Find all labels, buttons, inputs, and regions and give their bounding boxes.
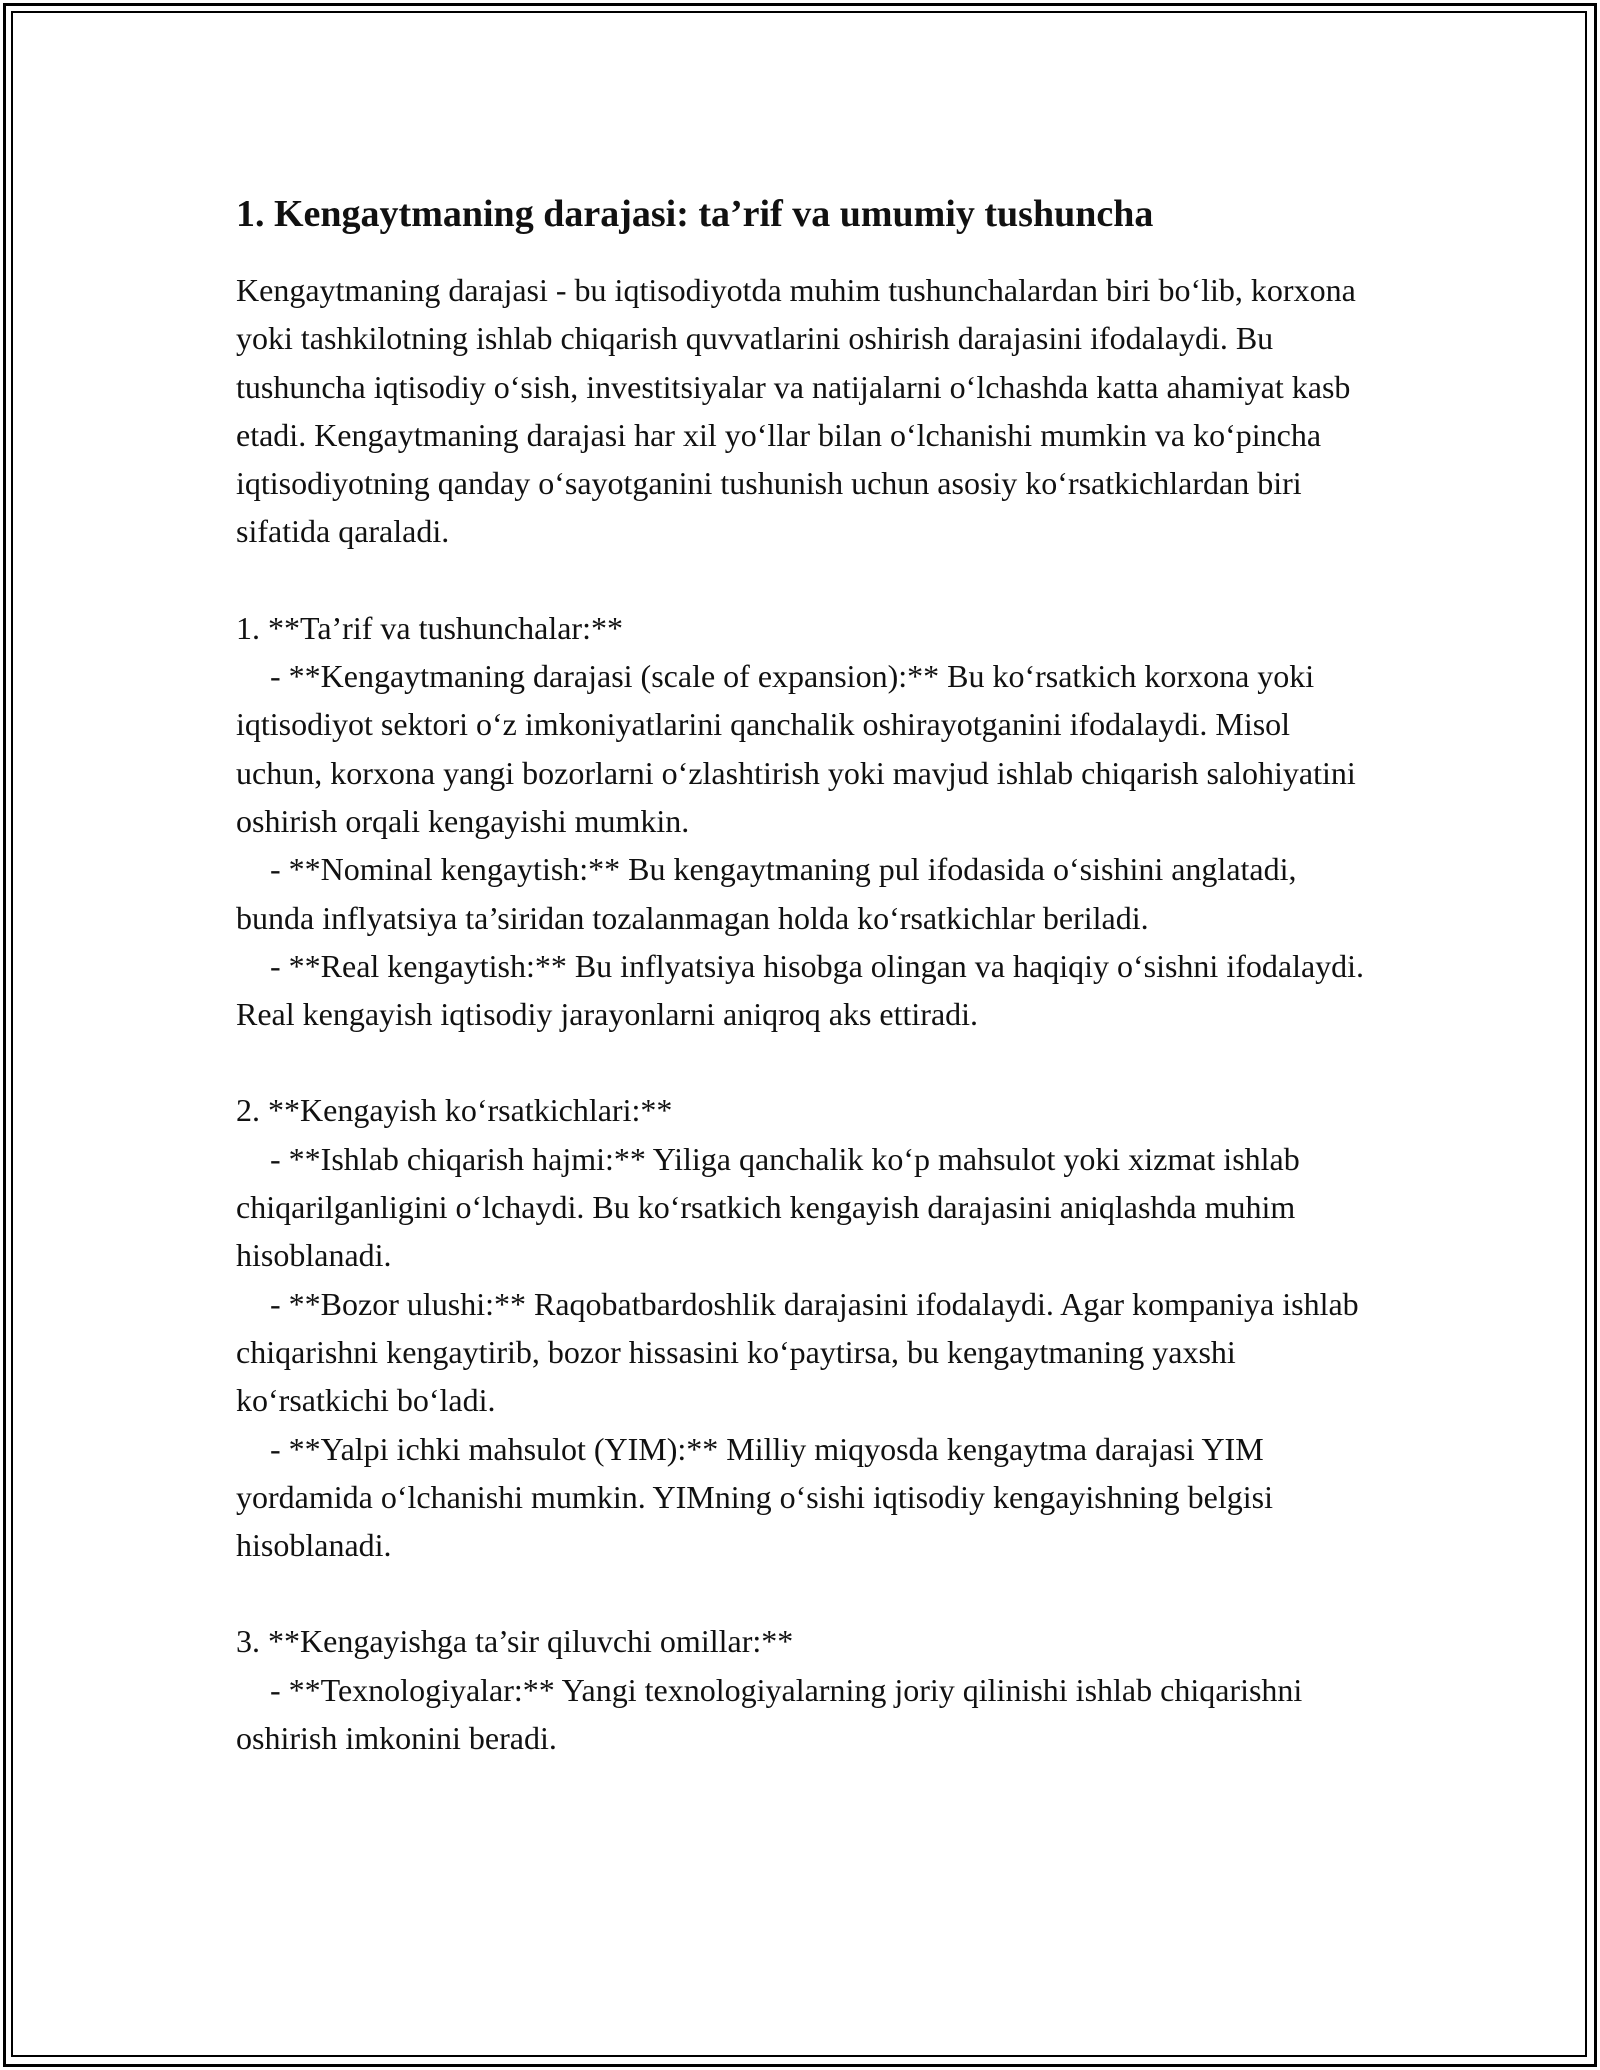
paragraph-spacer [236,1038,1376,1086]
document-body [236,188,1376,1762]
section-1-item-2: - **Nominal kengaytish:** Bu kengaytmaning pul ifodasida o‘sishini anglatadi, bunda inflyatsiya ta’siridan tozalanmagan holda ko‘rsatkichlar beriladi. [236,851,1297,936]
section-3-item-1: - **Texnologiyalar:** Yangi texnologiyalarning joriy qilinishi ishlab chiqarishni oshirish imkonini beradi. [236,1671,1303,1757]
section-1 [236,604,1376,1039]
section-3 [236,1617,1376,1762]
paragraph-spacer [236,1569,1376,1617]
section-3-title: 3. **Kengayishga ta’sir qiluvchi omillar:** [236,1623,794,1660]
section-1-item-3: - **Real kengaytish:** Bu inflyatsiya hisobga olingan va haqiqiy o‘sishni ifodalaydi. Real kengayish iqtisodiy jarayonlarni aniqroq aks ettiradi. [236,947,1365,1033]
section-heading: 1. Kengaytmaning darajasi: ta’rif va umumiy tushuncha [236,193,1154,235]
section-1-title: 1. **Ta’rif va tushunchalar:** [236,609,623,646]
section-2-title: 2. **Kengayish ko‘rsatkichlari:** [236,1092,673,1129]
section-2 [236,1086,1376,1569]
section-2-item-1: - **Ishlab chiqarish hajmi:** Yiliga qanchalik ko‘p mahsulot yoki xizmat ishlab chiqarilganligini o‘lchaydi. Bu ko‘rsatkich kengayish darajasini aniqlashda muhim hisoblanadi. [236,1140,1300,1274]
section-2-item-2: - **Bozor ulushi:** Raqobatbardoshlik darajasini ifodalaydi. Agar kompaniya ishlab chiqarishni kengaytirib, bozor hissasini ko‘paytirsa, bu kengaytmaning yaxshi ko‘rsatkichi bo‘ladi. [236,1285,1359,1419]
paragraph-spacer [236,556,1376,604]
section-2-item-3: - **Yalpi ichki mahsulot (YIM):** Milliy miqyosda kengaytma darajasi YIM yordamida o‘lchanishi mumkin. YIMning o‘sishi iqtisodiy kengayishning belgisi hisoblanadi. [236,1430,1273,1564]
intro-paragraph: Kengaytmaning darajasi - bu iqtisodiyotda muhim tushunchalardan biri bo‘lib, korxona yoki tashkilotning ishlab chiqarish quvvatlarini oshirish darajasini ifodalaydi. Bu tushuncha iqtisodiy o‘sish, investitsiyalar va natijalarni o‘lchashda katta ahamiyat kasb etadi. Kengaytmaning darajasi har xil yo‘llar bilan o‘lchanishi mumkin va ko‘pincha iqtisodiyotning qanday o‘sayotganini tushunish uchun asosiy ko‘rsatkichlardan biri sifatida qaraladi. [236,272,1356,550]
section-1-item-1: - **Kengaytmaning darajasi (scale of expansion):** Bu ko‘rsatkich korxona yoki iqtisodiyot sektori o‘z imkoniyatlarini qanchalik oshirayotganini ifodalaydi. Misol uchun, korxona yangi bozorlarni o‘zlashtirish yoki mavjud ishlab chiqarish salohiyatini oshirish orqali kengayishi mumkin. [236,658,1356,839]
